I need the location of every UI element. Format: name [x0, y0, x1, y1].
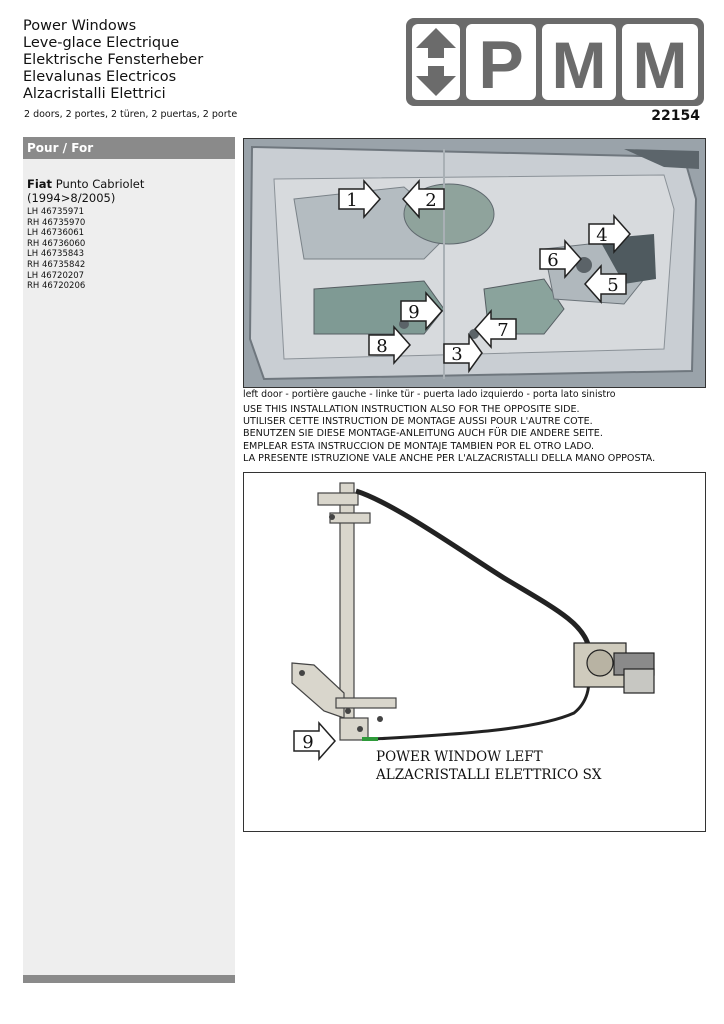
up-down-arrow-icon — [412, 24, 460, 100]
pmm-logo — [406, 18, 704, 106]
instruction-it: LA PRESENTE ISTRUZIONE VALE ANCHE PER L'ALZACRISTALLI DELLA MANO OPPOSTA. — [243, 452, 656, 464]
regulator-rail — [292, 483, 396, 740]
part-code: RH 46735842 — [27, 259, 86, 270]
diagram-label-en: POWER WINDOW LEFT — [376, 749, 543, 765]
svg-text:M: M — [551, 28, 607, 100]
part-code: LH 46735971 — [27, 207, 85, 217]
svg-text:6: 6 — [547, 250, 559, 271]
instruction-fr: UTILISER CETTE INSTRUCTION DE MONTAGE AUSSI POUR L'AUTRE COTE. — [243, 416, 593, 428]
logo-letter-m1 — [542, 24, 616, 100]
photo-caption: left door - portière gauche - linke tür - puerta lado izquierdo - porta lato sinistro — [243, 389, 616, 400]
door-photo — [243, 138, 706, 388]
title-de: Elektrische Fensterheber — [23, 52, 204, 68]
part-code: LH 46735843 — [27, 249, 85, 260]
svg-text:2: 2 — [425, 190, 437, 211]
svg-text:M: M — [632, 28, 688, 100]
part-code: LH 46736061 — [27, 228, 85, 239]
diagram-label-it: ALZACRISTALLI ELETTRICO SX — [376, 767, 602, 783]
part-code: RH 46735970 — [27, 217, 86, 228]
svg-text:P: P — [478, 27, 524, 100]
instruction-es: EMPLEAR ESTA INSTRUCCION DE MONTAJE TAMBIEN POR EL OTRO LADO. — [243, 440, 595, 452]
title-block — [23, 18, 203, 103]
title-it: Alzacristalli Elettrici — [23, 86, 166, 102]
motor-assembly — [574, 643, 654, 693]
part-code-list — [27, 207, 235, 292]
svg-text:1: 1 — [346, 190, 358, 211]
part-code: RH 46736060 — [27, 238, 86, 249]
svg-text:7: 7 — [497, 320, 509, 341]
logo-letter-p — [466, 24, 536, 100]
title-fr: Leve-glace Electrique — [23, 35, 180, 51]
vehicle-brand: Fiat — [27, 177, 53, 191]
diagram-marker-9-icon — [294, 723, 335, 759]
instruction-block — [243, 404, 655, 465]
title-es: Elevalunas Electricos — [23, 69, 177, 85]
title-en: Power Windows — [23, 18, 137, 34]
svg-text:4: 4 — [596, 225, 608, 246]
svg-text:3: 3 — [451, 344, 463, 365]
part-code: LH 46720207 — [27, 270, 85, 281]
svg-text:5: 5 — [607, 275, 619, 296]
regulator-diagram — [243, 472, 706, 832]
sidebar-footer-bar — [23, 975, 235, 983]
svg-text:9: 9 — [408, 302, 420, 323]
door-count-subtitle: 2 doors, 2 portes, 2 türen, 2 puertas, 2 porte — [24, 109, 238, 120]
application-sidebar — [23, 137, 235, 983]
sidebar-heading: Pour / For — [23, 137, 235, 159]
logo-letter-m2 — [622, 24, 698, 100]
instruction-de: BENUTZEN SIE DIESE MONTAGE-ANLEITUNG AUCH FÜR DIE ANDERE SEITE. — [243, 428, 603, 440]
vehicle-model — [27, 177, 235, 205]
vehicle-model-name: Punto Cabriolet (1994>8/2005) — [27, 177, 145, 205]
instruction-en: USE THIS INSTALLATION INSTRUCTION ALSO FOR THE OPPOSITE SIDE. — [243, 404, 580, 415]
svg-text:9: 9 — [302, 732, 314, 753]
svg-text:8: 8 — [376, 336, 388, 357]
part-number: 22154 — [651, 108, 700, 124]
part-code: RH 46720206 — [27, 281, 86, 292]
